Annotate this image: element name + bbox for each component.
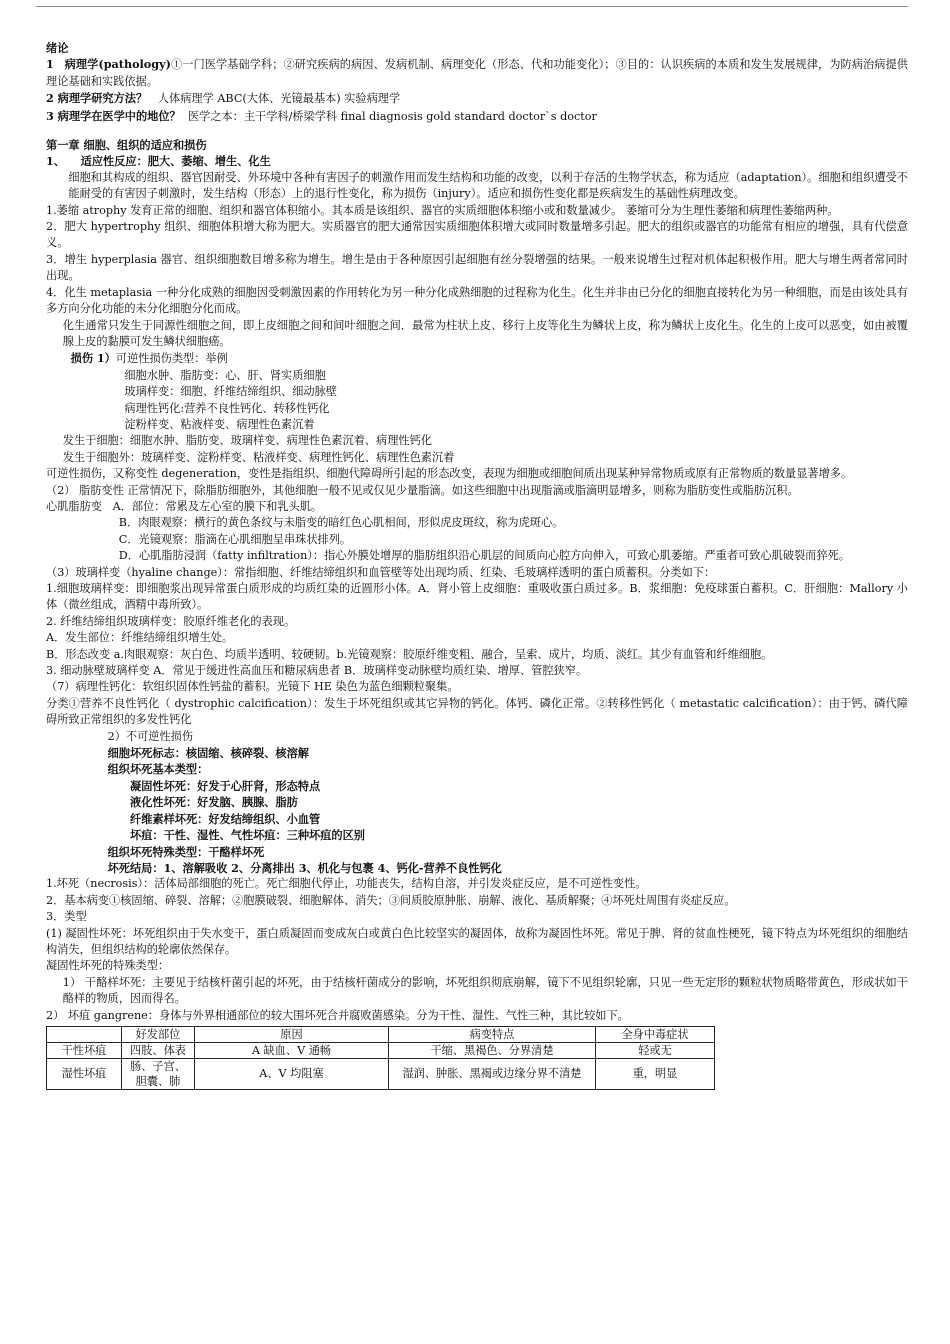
table-cell: 重，明显 bbox=[596, 1058, 715, 1089]
top-rule bbox=[36, 6, 908, 7]
intro-p1: 1 病理学(pathology)①一门医学基础学科；②研究疾病的病因、发病机制、病理变化（形态、代和功能变化）；③目的：认识疾病的本质和发生发展规律，为防病治病提供理论基础和实践依据。 bbox=[46, 57, 908, 88]
hyaline-2: 2. 纤维结缔组织玻璃样变：胶原纤维老化的表现。 bbox=[46, 614, 296, 628]
table-cell: 干缩、黑褐色、分界清楚 bbox=[389, 1042, 596, 1058]
hyaline-1: 1.细胞玻璃样变：即细胞浆出现异常蛋白质形成的均质红染的近圆形小体。A．肾小管上皮细胞：重吸收蛋白质过多。B．浆细胞：免疫球蛋白蓄积。C．肝细胞：Mallory 小体（微丝组成，酒精中毒所致）。 bbox=[46, 582, 908, 612]
table-cell: 湿性坏疽 bbox=[47, 1058, 122, 1089]
coag-special-line: 凝固性坏死的特殊类型： bbox=[46, 959, 170, 973]
adaptation-intro: 细胞和其构成的组织、器官因耐受、外环境中各种有害因子的刺激作用而发生结构和功能的改变，以利于存活的生物学状态，称为适应（adaptation）。细胞和组织遭受不能耐受的有害因子刺激时，发生结构（形态）上的退行性变化，称为损伤（injury）。适应和损伤性变化都是疾病发生的基础性病理改变。 bbox=[68, 170, 908, 201]
calc-class-para: 分类①营养不良性钙化（ dystrophic calcification）：发生于坏死组织或其它异物的钙化。体钙、磷化正常。②转移性钙化（ metastatic calcification）：由于钙、磷代障碍所致正常组织的多发性钙化 bbox=[46, 696, 908, 727]
table-header: 病变特点 bbox=[389, 1026, 596, 1042]
heart-d-line: D．心肌脂肪浸润（fatty infiltration）：指心外膜处增厚的脂肪组织沿心肌层的间质向心腔方向伸入，可致心肌萎缩。严重者可致心肌破裂而猝死。 bbox=[118, 549, 850, 563]
hyaline-para: （3）玻璃样变（hyaline change）：常指细胞、纤维结缔组织和血管壁等处出现均质、红染、毛玻璃样透明的蛋白质蓄积。分类如下： bbox=[46, 565, 716, 579]
coag-para: (1) 凝固性坏死：坏死组织由于失水变干，蛋白质凝固而变成灰白或黄白色比较坚实的凝固体，故称为凝固性坏死。常见于脾、肾的贫血性梗死，镜下特点为坏死组织的细胞结构消失，但组织结构的轮廓依然保存。 bbox=[46, 926, 908, 956]
table-cell: 干性坏疽 bbox=[47, 1042, 122, 1058]
reversible-para: 可逆性损伤，又称变性 degeneration，变性是指组织、细胞代障碍所引起的形态改变，表现为细胞或细胞间质出现某种异常物质或原有正常物质的数量显著增多。 bbox=[46, 467, 853, 481]
hypertrophy-para: 2．肥大 hypertrophy 组织、细胞体积增大称为肥大。实质器官的肥大通常因实质细胞体积增大或同时数量增多引起。肥大的组织或器官的功能常有相应的增强，具有代偿意义。 bbox=[46, 220, 909, 250]
intro-heading: 绪论 bbox=[46, 41, 69, 55]
heart-a-line: 心肌脂肪变 A．部位：常累及左心室的膜下和乳头肌。 bbox=[46, 499, 323, 513]
intro-p3: 3 病理学在医学中的地位？ 医学之本：主干学科/桥梁学科 final diagnosis gold standard doctor`s doctor bbox=[46, 108, 597, 123]
irreversible-item: 组织坏死基本类型： bbox=[107, 762, 209, 777]
injury-item: 淀粉样变、粘液样变、病理性色素沉着 bbox=[124, 417, 315, 431]
necrosis-para-2: 2．基本病变①核固缩、碎裂、溶解；②胞膜破裂、细胞解体、消失；③间质胶原肿胀、崩解、液化、基质解聚；④坏死灶周围有炎症反应。 bbox=[46, 893, 736, 907]
hyaline-2a: A．发生部位：纤维结缔组织增生处。 bbox=[46, 631, 234, 645]
irreversible-label: 2）不可逆性损伤 bbox=[107, 729, 194, 743]
types-line: 3．类型 bbox=[46, 910, 87, 924]
metaplasia-para: 4．化生 metaplasia 一种分化成熟的细胞因受刺激因素的作用转化为另一种分化成熟细胞的过程称为化生。化生并非由已分化的细胞直接转化为另一种细胞，而是由该处具有多方向分化功能的未分化细胞分化而成。 bbox=[46, 285, 908, 316]
calc-para: （7）病理性钙化：软组织固体性钙盐的蓄积。光镜下 HE 染色为蓝色细颗粒聚集。 bbox=[46, 680, 459, 694]
injury-item: 病理性钙化:营养不良性钙化、转移性钙化 bbox=[124, 401, 330, 415]
section-1-title: 1、 适应性反应：肥大、萎缩、增生、化生 bbox=[46, 154, 271, 169]
table-cell: 肠、子宫、胆囊、肺 bbox=[122, 1058, 195, 1089]
table-cell: 四肢、体表 bbox=[122, 1042, 195, 1058]
metaplasia-para-2: 化生通常只发生于同源性细胞之间，即上皮细胞之间和间叶细胞之间．最常为柱状上皮、移行上皮等化生为鳞状上皮，称为鳞状上皮化生。化生的上皮可以恶变，如由被覆腺上皮的黏膜可发生鳞状细胞癌。 bbox=[62, 318, 908, 348]
irreversible-item: 细胞坏死标志：核固缩、核碎裂、核溶解 bbox=[107, 746, 309, 761]
table-cell: 轻或无 bbox=[596, 1042, 715, 1058]
table-header bbox=[47, 1026, 122, 1042]
irreversible-item: 凝固性坏死：好发于心肝肾，形态特点 bbox=[130, 778, 321, 793]
table-header: 全身中毒症状 bbox=[596, 1026, 715, 1042]
out-cell-line: 发生于细胞外：玻璃样变、淀粉样变、粘液样变、病理性钙化、病理性色素沉着 bbox=[62, 450, 455, 464]
hyaline-2b: B．形态改变 a.肉眼观察：灰白色、均质半透明、较硬韧。b.光镜观察：胶原纤维变粗、融合，呈索、成片，均质、淡红。其少有血管和纤维细胞。 bbox=[46, 647, 773, 661]
injury-item: 细胞水肿、脂肪变：心、肝、肾实质细胞 bbox=[124, 368, 326, 382]
table-header-row bbox=[47, 1026, 715, 1042]
hyperplasia-para: 3．增生 hyperplasia 器官、组织细胞数目增多称为增生。增生是由于各种原因引起细胞有丝分裂增强的结果。一般来说增生过程对机体起积极作用。肥大与增生两者常同时出现。 bbox=[46, 252, 908, 283]
table-cell: 湿润、肿胀、黑褐或边缘分界不清楚 bbox=[389, 1058, 596, 1089]
irreversible-item: 液化性坏死：好发脑、胰腺、脂肪 bbox=[130, 795, 298, 810]
document-page bbox=[46, 40, 908, 1090]
injury-line: 损伤 1）可逆性损伤类型：举例 bbox=[70, 351, 228, 366]
heart-c-line: C．光镜观察：脂滴在心肌细胞呈串珠状排列。 bbox=[118, 532, 352, 546]
irreversible-item: 组织坏死特殊类型：干酪样坏死 bbox=[107, 844, 265, 859]
heart-b-line: B．肉眼观察：横行的黄色条纹与未脂变的暗红色心肌相间，形似虎皮斑纹，称为虎斑心。 bbox=[118, 516, 564, 530]
table-header: 好发部位 bbox=[122, 1026, 195, 1042]
table-header: 原因 bbox=[195, 1026, 389, 1042]
injury-item: 玻璃样变：细胞、纤维结缔组织、细动脉壁 bbox=[124, 385, 337, 399]
table-cell: A、V 均阻塞 bbox=[195, 1058, 389, 1089]
in-cell-line: 发生于细胞：细胞水肿、脂肪变、玻璃样变、病理性色素沉着、病理性钙化 bbox=[62, 434, 432, 448]
chapter-title: 第一章 细胞、组织的适应和损伤 bbox=[46, 138, 207, 153]
fatty-para: （2） 脂肪变性 正常情况下，除脂肪细胞外，其他细胞一般不见或仅见少量脂滴。如这些细胞中出现脂滴或脂滴明显增多，则称为脂肪变性或脂肪沉积。 bbox=[46, 483, 799, 497]
table-row bbox=[47, 1042, 715, 1058]
irreversible-item: 坏死结局：1、溶解吸收 2、分离排出 3、机化与包裹 4、钙化-营养不良性钙化 bbox=[107, 860, 502, 875]
irreversible-item: 坏疽：干性、湿性、气性坏疽：三种坏疽的区别 bbox=[130, 828, 365, 843]
gangrene-table bbox=[46, 1026, 715, 1090]
caseous-para: 1） 干酪样坏死：主要见于结核杆菌引起的坏死，由于结核杆菌成分的影响，坏死组织彻底崩解，镜下不见组织轮廓，只见一些无定形的颗粒状物质略带黄色，形成状如干酪样的物质，因而得名。 bbox=[62, 975, 908, 1006]
table-row bbox=[47, 1058, 715, 1089]
table-cell: A 缺血、V 通畅 bbox=[195, 1042, 389, 1058]
atrophy-para: 1.萎缩 atrophy 发育正常的细胞、组织和器官体积缩小。其本质是该组织、器官的实质细胞体积缩小或和数量减少。 萎缩可分为生理性萎缩和病理性萎缩两种。 bbox=[46, 203, 839, 217]
intro-p2: 2 病理学研究方法？ 人体病理学 ABC(大体、光镜最基本) 实验病理学 bbox=[46, 91, 401, 106]
irreversible-item: 纤维素样坏死：好发结缔组织、小血管 bbox=[130, 811, 321, 826]
necrosis-para-1: 1.坏死（necrosis）：活体局部细胞的死亡。死亡细胞代停止，功能丧失，结构自溶，并引发炎症反应，是不可逆性变性。 bbox=[46, 877, 647, 891]
gangrene-para: 2） 坏疽 gangrene：身体与外界相通部位的较大围坏死合并腐败菌感染。分为干性、湿性、气性三种，其比较如下。 bbox=[46, 1008, 629, 1022]
hyaline-3: 3. 细动脉壁玻璃样变 A．常见于缓进性高血压和糖尿病患者 B．玻璃样变动脉壁均质红染、增厚、管腔狭窄。 bbox=[46, 664, 588, 678]
